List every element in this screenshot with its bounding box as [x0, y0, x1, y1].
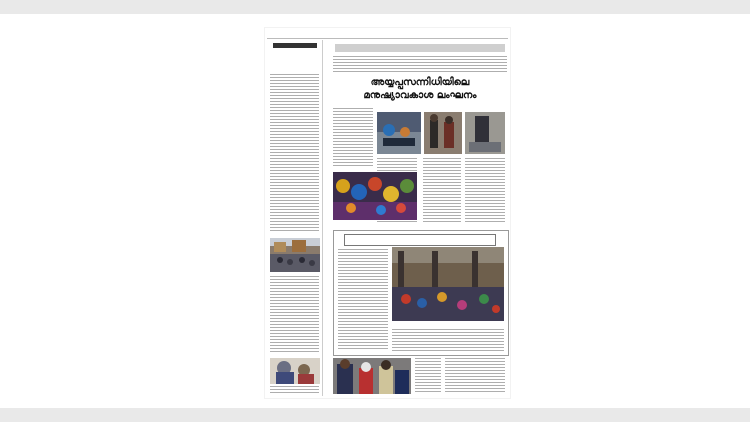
intro-text: [333, 56, 507, 72]
photo-pilgrim-resting: [465, 112, 505, 154]
bottom-text-1: [415, 358, 441, 394]
left-column: [267, 40, 323, 396]
photo-pilgrims-standing: [424, 112, 462, 154]
page-masthead: [267, 30, 508, 39]
photo-crowd-colorful: [333, 172, 417, 220]
temple-crowd-photo: [270, 238, 320, 272]
photo-police-pilgrims: [333, 358, 411, 394]
newspaper-page: [265, 28, 510, 398]
story-text-right: [465, 158, 505, 224]
story-text-left: [333, 108, 373, 168]
left-column-caption-lines: [270, 386, 319, 394]
left-column-tag: [273, 43, 317, 48]
viewer-bottom-bar: [0, 408, 750, 422]
photo-queue-hall: [392, 247, 504, 321]
feature-section: [333, 230, 509, 356]
headline-line-2: മനുഷ്യാവകാശ ലംഘനം: [363, 90, 477, 101]
left-column-text-lower: [270, 276, 319, 354]
photo-pilgrims-floor: [377, 112, 421, 154]
story-text-middle-2: [423, 158, 461, 224]
left-column-text: [270, 74, 319, 232]
feature-text: [338, 249, 388, 349]
viewer-top-bar: [0, 0, 750, 14]
headline-line-1: അയ്യപ്പസന്നിധിയിലെ: [370, 77, 470, 88]
devotees-photo: [270, 358, 320, 384]
main-banner: [335, 44, 505, 52]
bottom-text-2: [445, 358, 505, 394]
feature-text-lower: [392, 329, 504, 351]
feature-section-title: [344, 234, 496, 246]
main-headline: [345, 76, 495, 102]
